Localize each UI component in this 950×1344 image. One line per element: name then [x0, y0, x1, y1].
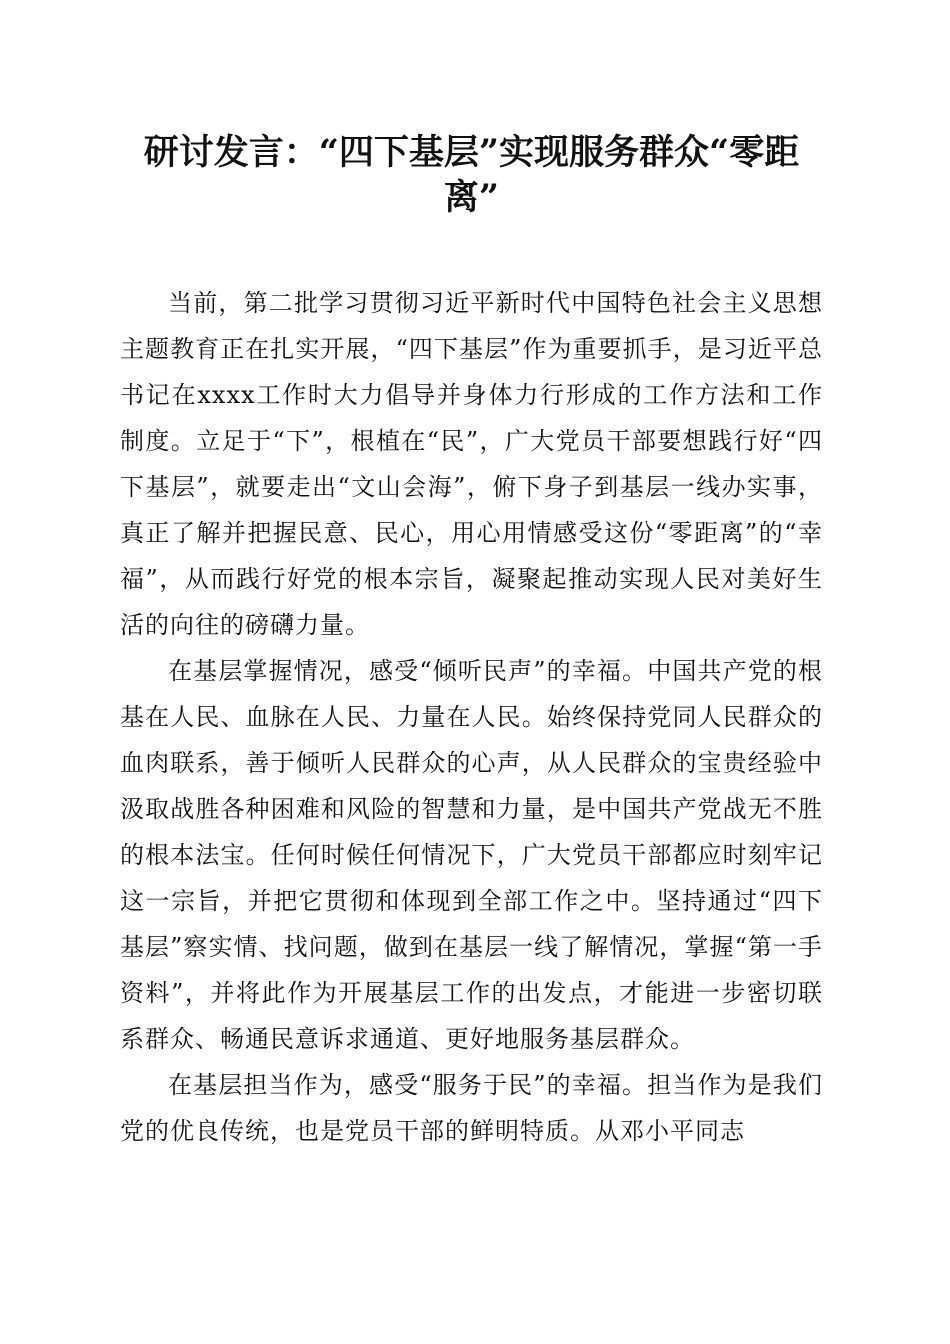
- document-page: [120, 130, 823, 1154]
- paragraph-3: 在基层担当作为，感受“服务于民”的幸福。担当作为是我们党的优良传统，也是党员干部的鲜明特质。从邓小平同志: [120, 1071, 823, 1145]
- document-title: 研讨发言：“四下基层”实现服务群众“零距离”: [143, 132, 800, 218]
- paragraph-2: 在基层掌握情况，感受“倾听民声”的幸福。中国共产党的根基在人民、血脉在人民、力量在人民。始终保持党同人民群众的血肉联系，善于倾听人民群众的心声，从人民群众的宝贵经验中汲取战胜各种困难和风险的智慧和力量，是中国共产党战无不胜的根本法宝。任何时候任何情况下，广大党员干部都应时刻牢记这一宗旨，并把它贯彻和体现到全部工作之中。坚持通过“四下基层”察实情、找问题，做到在基层一线了解情况，掌握“第一手资料”，并将此作为开展基层工作的出发点，才能进一步密切联系群众、畅通民意诉求通道、更好地服务基层群众。: [120, 657, 823, 1053]
- document-body: [120, 280, 823, 1154]
- paragraph-1: 当前，第二批学习贯彻习近平新时代中国特色社会主义思想主题教育正在扎实开展，“四下基层”作为重要抓手，是习近平总书记在xxxx工作时大力倡导并身体力行形成的工作方法和工作制度。立足于“下”，根植在“民”，广大党员干部要想践行好“四下基层”，就要走出“文山会海”，俯下身子到基层一线办实事，真正了解并把握民意、民心，用心用情感受这份“零距离”的“幸福”，从而践行好党的根本宗旨，凝聚起推动实现人民对美好生活的向往的磅礴力量。: [120, 289, 823, 639]
